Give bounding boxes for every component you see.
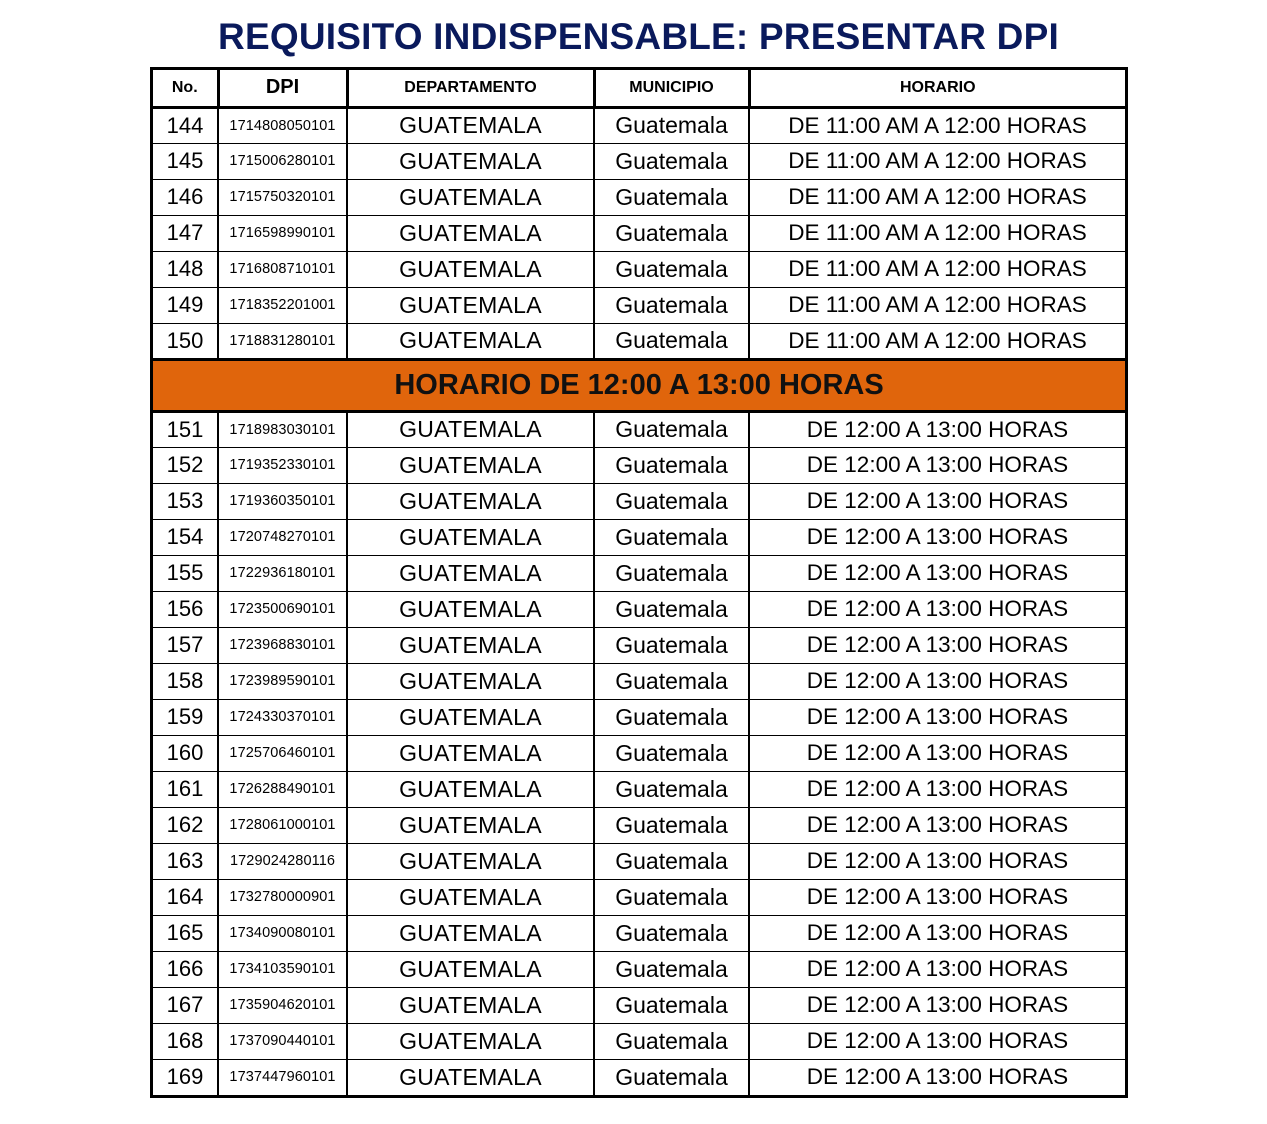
cell-municipio: Guatemala [594,555,749,591]
cell-no: 152 [153,447,218,483]
cell-horario: DE 12:00 A 13:00 HORAS [749,1059,1125,1095]
cell-departamento: GUATEMALA [347,323,594,359]
table-row [153,1059,1125,1095]
cell-dpi: 1720748270101 [218,519,347,555]
cell-no: 145 [153,143,218,179]
cell-no: 149 [153,287,218,323]
cell-municipio: Guatemala [594,107,749,143]
cell-municipio: Guatemala [594,843,749,879]
cell-departamento: GUATEMALA [347,483,594,519]
cell-dpi: 1719352330101 [218,447,347,483]
table-row [153,555,1125,591]
table-row [153,215,1125,251]
cell-departamento: GUATEMALA [347,951,594,987]
cell-departamento: GUATEMALA [347,107,594,143]
cell-departamento: GUATEMALA [347,699,594,735]
group2-rows [153,411,1125,1095]
table-row [153,483,1125,519]
cell-dpi: 1729024280116 [218,843,347,879]
cell-horario: DE 12:00 A 13:00 HORAS [749,699,1125,735]
header-municipio: MUNICIPIO [594,70,749,107]
cell-dpi: 1718831280101 [218,323,347,359]
cell-departamento: GUATEMALA [347,287,594,323]
cell-departamento: GUATEMALA [347,843,594,879]
cell-dpi: 1716598990101 [218,215,347,251]
table-row [153,915,1125,951]
table-row [153,591,1125,627]
cell-horario: DE 12:00 A 13:00 HORAS [749,771,1125,807]
cell-no: 151 [166,416,204,442]
cell-departamento: GUATEMALA [347,519,594,555]
cell-no: 146 [153,179,218,215]
cell-dpi: 1716808710101 [218,251,347,287]
table-row [153,1023,1125,1059]
table-row [153,735,1125,771]
cell-departamento: GUATEMALA [347,143,594,179]
table-row [153,879,1125,915]
cell-horario: DE 12:00 A 13:00 HORAS [749,447,1125,483]
table-row [153,627,1125,663]
table-row [153,287,1125,323]
table-row [153,699,1125,735]
cell-horario: DE 11:00 AM A 12:00 HORAS [749,143,1125,179]
cell-dpi: 1723989590101 [218,663,347,699]
cell-horario: DE 11:00 AM A 12:00 HORAS [749,287,1125,323]
cell-dpi: 1726288490101 [218,771,347,807]
cell-horario: DE 11:00 AM A 12:00 HORAS [749,107,1125,143]
cell-horario: DE 12:00 A 13:00 HORAS [749,591,1125,627]
cell-horario: DE 12:00 A 13:00 HORAS [749,519,1125,555]
cell-municipio: Guatemala [594,143,749,179]
cell-horario: DE 12:00 A 13:00 HORAS [749,735,1125,771]
cell-horario: DE 12:00 A 13:00 HORAS [749,843,1125,879]
cell-municipio: Guatemala [594,735,749,771]
table-row [153,987,1125,1023]
cell-no: 163 [153,843,218,879]
cell-no: 155 [153,555,218,591]
table-row [153,807,1125,843]
cell-municipio: Guatemala [594,179,749,215]
cell-dpi: 1718352201001 [218,287,347,323]
cell-dpi: 1734103590101 [218,951,347,987]
cell-departamento: GUATEMALA [347,879,594,915]
group1-rows [153,107,1125,359]
cell-municipio: Guatemala [594,411,749,447]
cell-municipio: Guatemala [594,699,749,735]
cell-dpi: 1715006280101 [218,143,347,179]
cell-no: 167 [153,987,218,1023]
cell-departamento: GUATEMALA [347,215,594,251]
cell-municipio: Guatemala [594,215,749,251]
cell-dpi: 1725706460101 [218,735,347,771]
header-departamento: DEPARTAMENTO [347,70,594,107]
cell-departamento: GUATEMALA [347,627,594,663]
cell-municipio: Guatemala [594,591,749,627]
table-row [153,771,1125,807]
table-row [153,951,1125,987]
cell-horario: DE 12:00 A 13:00 HORAS [749,807,1125,843]
table-row [153,107,1125,143]
cell-municipio: Guatemala [594,879,749,915]
cell-departamento: GUATEMALA [347,251,594,287]
cell-departamento: GUATEMALA [347,915,594,951]
cell-horario: DE 12:00 A 13:00 HORAS [749,555,1125,591]
table-header-row [153,70,1125,107]
cell-departamento: GUATEMALA [347,771,594,807]
cell-municipio: Guatemala [594,951,749,987]
cell-horario: DE 12:00 A 13:00 HORAS [749,1023,1125,1059]
table-row [153,843,1125,879]
cell-horario: DE 12:00 A 13:00 HORAS [749,987,1125,1023]
cell-dpi: 1724330370101 [218,699,347,735]
section-band: HORARIO DE 12:00 A 13:00 HORAS [153,359,1125,411]
cell-dpi: 1722936180101 [218,555,347,591]
table-row [153,519,1125,555]
cell-horario: DE 11:00 AM A 12:00 HORAS [749,179,1125,215]
cell-dpi: 1735904620101 [218,987,347,1023]
cell-no: 165 [153,915,218,951]
cell-horario: DE 12:00 A 13:00 HORAS [749,411,1125,447]
cell-dpi: 1728061000101 [218,807,347,843]
cell-dpi: 1737090440101 [218,1023,347,1059]
cell-no: 168 [153,1023,218,1059]
table-row [153,663,1125,699]
cell-municipio: Guatemala [594,447,749,483]
cell-no: 154 [153,519,218,555]
cell-horario: DE 12:00 A 13:00 HORAS [749,663,1125,699]
cell-municipio: Guatemala [594,627,749,663]
cell-dpi: 1737447960101 [218,1059,347,1095]
cell-departamento: GUATEMALA [347,663,594,699]
cell-municipio: Guatemala [594,987,749,1023]
table-row [153,143,1125,179]
section-band-row [153,359,1125,411]
cell-no: 148 [153,251,218,287]
cell-dpi: 1718983030101 [218,411,347,447]
cell-dpi: 1723968830101 [218,627,347,663]
cell-dpi: 1723500690101 [218,591,347,627]
cell-departamento: GUATEMALA [347,1023,594,1059]
cell-horario: DE 12:00 A 13:00 HORAS [749,879,1125,915]
cell-dpi: 1715750320101 [218,179,347,215]
header-horario: HORARIO [749,70,1125,107]
header-dpi: DPI [218,70,347,107]
cell-no: 160 [153,735,218,771]
cell-no: 158 [153,663,218,699]
table-row [153,447,1125,483]
cell-departamento: GUATEMALA [347,735,594,771]
cell-no: 156 [153,591,218,627]
table-row [153,323,1125,359]
cell-municipio: Guatemala [594,663,749,699]
cell-departamento: GUATEMALA [347,447,594,483]
cell-horario: DE 12:00 A 13:00 HORAS [749,951,1125,987]
cell-departamento: GUATEMALA [347,591,594,627]
cell-no: 164 [153,879,218,915]
cell-departamento: GUATEMALA [347,179,594,215]
cell-no: 169 [153,1059,218,1095]
cell-departamento: GUATEMALA [347,411,594,447]
cell-municipio: Guatemala [594,771,749,807]
cell-departamento: GUATEMALA [347,1059,594,1095]
table-row [153,251,1125,287]
cell-municipio: Guatemala [594,1023,749,1059]
cell-no: 144 [166,112,204,138]
cell-municipio: Guatemala [594,323,749,359]
cell-municipio: Guatemala [594,1059,749,1095]
cell-municipio: Guatemala [594,519,749,555]
cell-no: 162 [153,807,218,843]
page-title: REQUISITO INDISPENSABLE: PRESENTAR DPI [218,16,1059,57]
cell-dpi: 1714808050101 [218,107,347,143]
cell-horario: DE 11:00 AM A 12:00 HORAS [749,251,1125,287]
cell-dpi: 1719360350101 [218,483,347,519]
cell-horario: DE 12:00 A 13:00 HORAS [749,627,1125,663]
cell-no: 161 [153,771,218,807]
cell-dpi: 1732780000901 [218,879,347,915]
cell-horario: DE 11:00 AM A 12:00 HORAS [749,215,1125,251]
cell-no: 147 [153,215,218,251]
cell-horario: DE 12:00 A 13:00 HORAS [749,915,1125,951]
cell-municipio: Guatemala [594,915,749,951]
header-no: No. [153,70,218,107]
cell-horario: DE 12:00 A 13:00 HORAS [749,483,1125,519]
table-row [153,179,1125,215]
table-row [153,411,1125,447]
cell-horario: DE 11:00 AM A 12:00 HORAS [749,323,1125,359]
cell-no: 157 [153,627,218,663]
cell-departamento: GUATEMALA [347,987,594,1023]
cell-no: 159 [153,699,218,735]
cell-dpi: 1734090080101 [218,915,347,951]
cell-municipio: Guatemala [594,251,749,287]
cell-municipio: Guatemala [594,807,749,843]
cell-no: 153 [153,483,218,519]
cell-departamento: GUATEMALA [347,555,594,591]
cell-no: 150 [153,323,218,359]
cell-municipio: Guatemala [594,287,749,323]
cell-departamento: GUATEMALA [347,807,594,843]
schedule-table [150,67,1128,1098]
cell-municipio: Guatemala [594,483,749,519]
cell-no: 166 [153,951,218,987]
